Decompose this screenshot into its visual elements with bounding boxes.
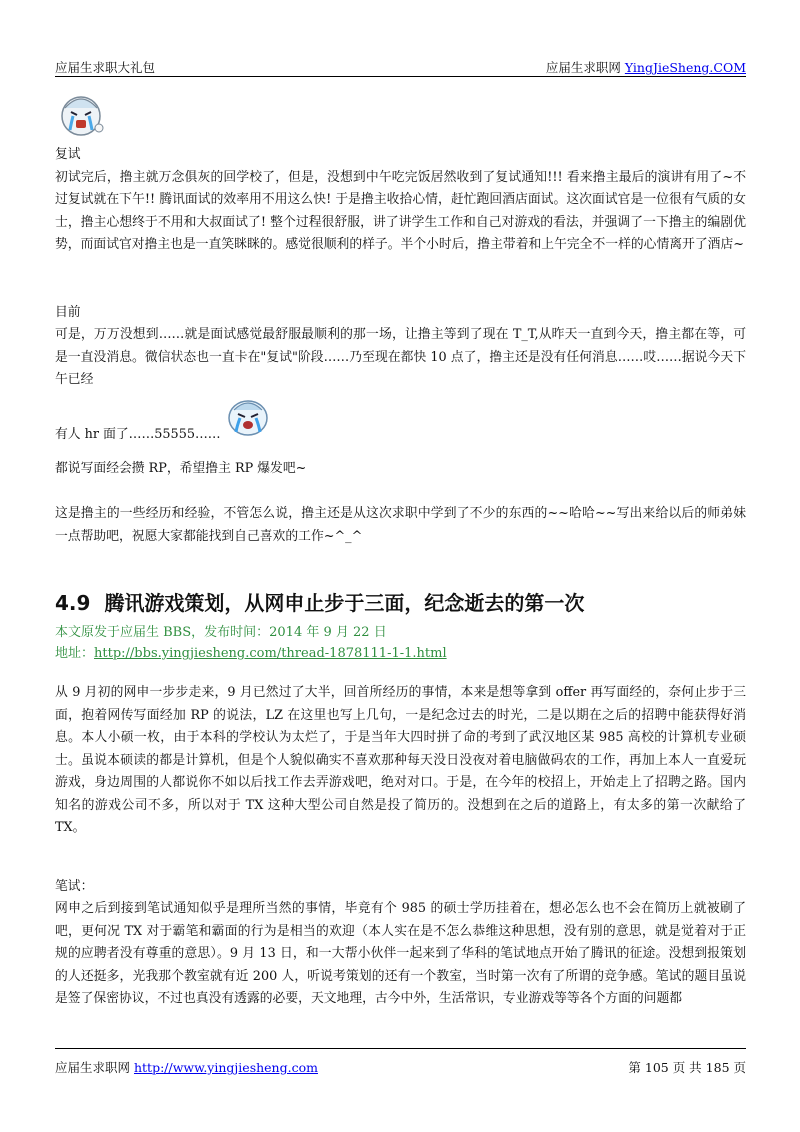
header-title: 应届生求职大礼包 [55,60,156,75]
article-source: 本文原发于应届生 BBS，发布时间：2014 年 9 月 22 日 [55,625,387,640]
section-current-tail-text: 有人 hr 面了……55555…… [55,426,221,442]
footer-site-name: 应届生求职网 [55,1060,134,1075]
section-rp-body: 都说写面经会攒 RP，希望撸主 RP 爆发吧~ [55,461,307,476]
written-test-title: 笔试： [55,878,94,894]
article-address [55,643,746,664]
section-current-body: 可是，万万没想到……就是面试感觉最舒服最顺利的那一场，让撸主等到了现在 T_T,从昨天一直到今天，撸主都在等，可是一直没消息。微信状态也一直卡在"复试"阶段……乃至现在都快 10 点了，撸主还是没有任何消息……哎……据说今天下午已经 [55,327,746,387]
article-intro: 从 9 月初的网申一步步走来，9 月已然过了大半，回首所经历的事情，本来是想等拿到 offer 再写面经的，奈何止步于三面，抱着网传写面经加 RP 的说法，LZ 在这里也写上几句，一是纪念过去的时光，二是以期在之后的招聘中能获得好消息。本人小硕一枚，由于本科的学校认为太烂了，于是当年大四时拼了命的考到了武汉地区某 985 高校的计算机专业硕士。虽说本硕读的都是计算机，但是个人貌似确实不喜欢那种每天没日没夜对着电脑做码农的工作，再加上本人一直爱玩游戏，身边周围的人都说你不如以后找工作去弄游戏吧，绝对对口。于是，在今年的校招上，开始走上了招聘之路。国内知名的游戏公司不多，所以对于 TX 这种大型公司自然是投了简历的。没想到在之后的道路上，有太多的第一次献给了 TX。 [55,685,746,835]
section-retest-body: 初试完后，撸主就万念俱灰的回学校了，但是，没想到中午吃完饭居然收到了复试通知!!! 看来撸主最后的演讲有用了~不过复试就在下午!! 腾讯面试的效率用不用这么快! 于是撸主收拾心情，赶忙跑回酒店面试。这次面试官是一位很有气质的女士，撸主心想终于不用和大叔面试了! 整个过程很舒服，讲了讲学生工作和自己对游戏的看法，并强调了一下撸主的编剧优势，而面试官对撸主也是一直笑眯眯的。感觉很顺利的样子。半个小时后，撸主带着和上午完全不一样的心情离开了酒店~ [55,169,746,252]
written-test-body: 网申之后到接到笔试通知似乎是理所当然的事情，毕竟有个 985 的硕士学历挂着在，想必怎么也不会在简历上就被刷了吧，更何况 TX 对于霸笔和霸面的行为是相当的欢迎（本人实在是不怎么恭维这种思想，没有别的意思，就是觉着对于正规的应聘者没有尊重的意思）。9 月 13 日，和一大帮小伙伴一起来到了华科的笔试地点开始了腾讯的征途。没想到报策划的人还挺多，光我那个教室就有近 200 人，听说考策划的还有一个教室，当时第一次有了所谓的竞争感。笔试的题目虽说是签了保密协议，不过也真没有透露的必要，天文地理，古今中外，生活常识，专业游戏等等各个方面的问题都 [55,901,746,1006]
section-retest-title: 复试 [55,147,81,162]
page-content [55,88,746,1011]
article-heading [55,588,746,618]
article-title: 腾讯游戏策划，从网申止步于三面，纪念逝去的第一次 [104,591,585,615]
page-footer [55,1048,746,1079]
article-number: 4.9 [55,591,91,615]
crying-emoji-icon [55,88,746,144]
footer-site-link[interactable]: http://www.yingjiesheng.com [133,1060,318,1075]
page-header [55,52,746,77]
header-site-name: 应届生求职网 [545,60,625,75]
header-site [546,58,746,76]
section-current-tail [55,394,746,447]
section-current-title: 目前 [55,304,81,320]
section-summary-body: 这是撸主的一些经历和经验，不管怎么说，撸主还是从这次求职中学到了不少的东西的~~哈哈~~写出来给以后的师弟妹一点帮助吧，祝愿大家都能找到自己喜欢的工作~^_^ [55,506,746,544]
article-address-label: 地址： [55,646,95,661]
footer-site [55,1058,318,1076]
page-number: 第 105 页 共 185 页 [628,1060,746,1075]
crying-face-emoji-icon [225,394,271,447]
article-address-link[interactable]: http://bbs.yingjiesheng.com/thread-1878111-1-1.html [94,646,447,661]
header-site-link[interactable]: YingJieSheng.COM [624,60,746,75]
